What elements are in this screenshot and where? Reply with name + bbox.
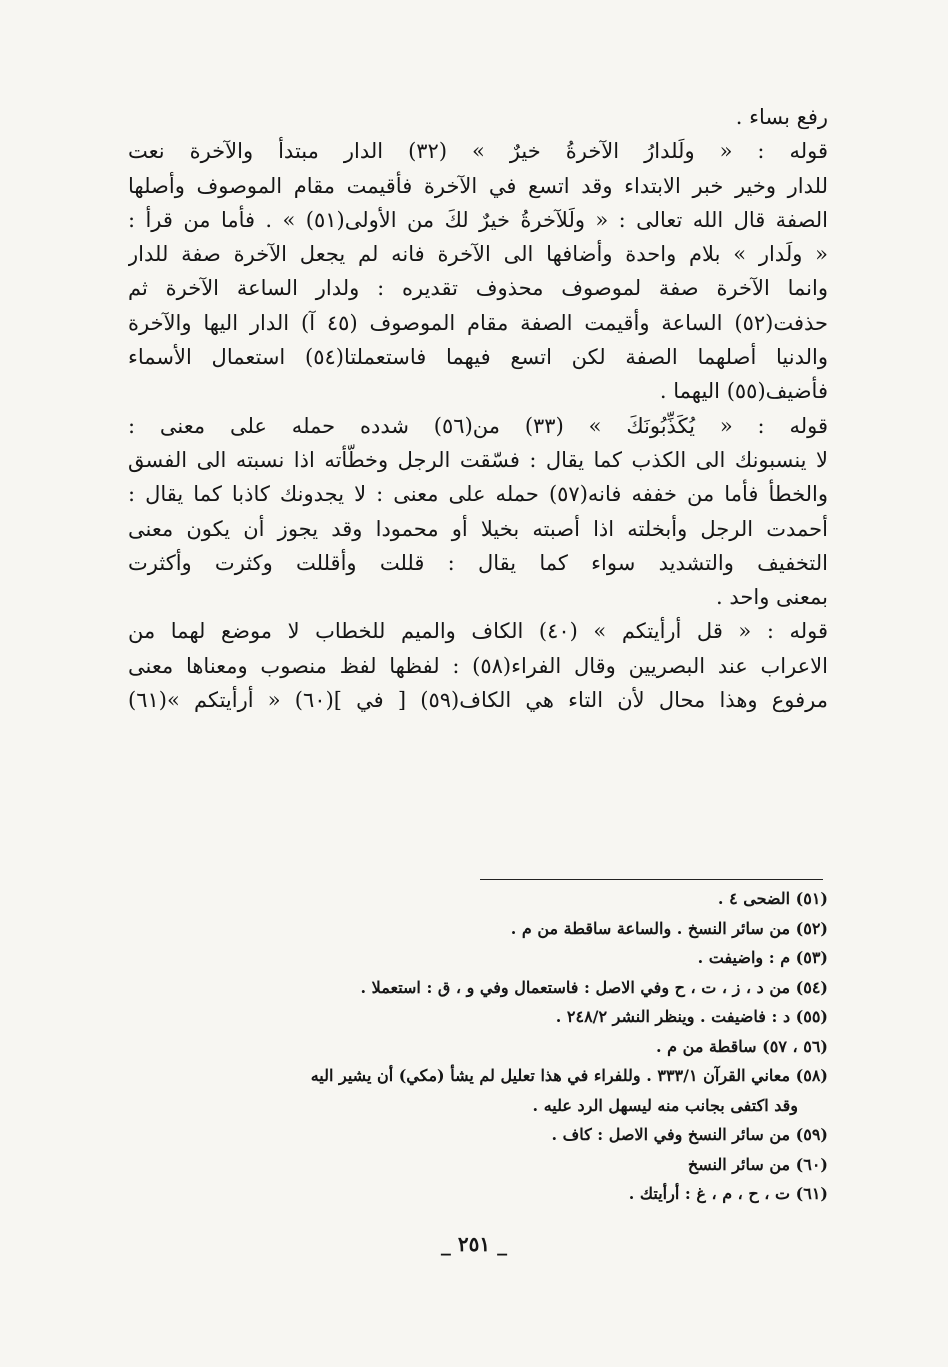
footnote: (٥٤) من د ، ز ، ت ، ح وفي الاصل : فاستعمال وفي و ، ق : استعملا . — [360, 977, 828, 997]
text-line: وانما الآخرة صفة لموصوف محذوف تقديره : ولدار الساعة الآخرة ثم — [128, 276, 828, 301]
text-line: حذفت(٥٢) الساعة وأقيمت الصفة مقام الموصوف (٤٥ آ) الدار اليها والآخرة — [128, 310, 828, 335]
text-line: بمعنى واحد . — [716, 585, 828, 610]
text-line: قوله : « ولَلدارُ الآخرةُ خيرٌ » (٣٢) الدار مبتدأ والآخرة نعت — [128, 139, 828, 164]
text-line: الصفة قال الله تعالى : « ولَلآخرةُ خيرٌ لكَ من الأولى(٥١) » . فأما من قرأ : — [128, 207, 828, 232]
footnotes — [128, 884, 828, 1209]
footnote: (٥٩) من سائر النسخ وفي الاصل : كاف . — [551, 1125, 828, 1144]
text-line: لا ينسبونك الى الكذب كما يقال : فسّقت الرجل وخطّأته اذا نسبته الى الفسق — [128, 447, 828, 472]
text-line: فأضيف(٥٥) اليهما . — [659, 379, 828, 404]
footnote: (٥٥) د : فاضيفت . وينظر النشر ٢٤٨/٢ . — [555, 1007, 828, 1026]
text-line: الاعراب عند البصريين وقال الفراء(٥٨) : لفظها لفظ منصوب ومعناها معنى — [128, 653, 828, 678]
main-text — [128, 100, 828, 717]
footnote: (٥٦ ، ٥٧) ساقطة من م . — [656, 1036, 828, 1056]
text-line: قوله : « يُكَذِّبُونَكَ » (٣٣) من(٥٦) شدده حمله على معنى : — [128, 413, 828, 438]
footnote: (٥٨) معاني القرآن ٣٣٣/١ . وللفراء في هذا تعليل لم يشأ (مكي) أن يشير اليه — [310, 1066, 828, 1085]
text-line: للدار وخير خبر الابتداء وقد اتسع في الآخرة فأقيمت مقام الموصوف وأصلها — [128, 173, 828, 198]
text-line: أحمدت الرجل وأبخلته اذا أصبته بخيلا أو محمودا وقد يجوز أن يكون معنى — [128, 516, 828, 541]
text-line: رفع بساء . — [735, 105, 828, 129]
footnote: (٥٢) من سائر النسخ . والساعة ساقطة من م . — [510, 918, 828, 938]
footnote-divider — [480, 879, 823, 880]
text-line: والخطأ فأما من خففه فانه(٥٧) حمله على معنى : لا يجدونك كاذبا كما يقال : — [128, 482, 828, 507]
text-line: مرفوع وهذا محال لأن التاء هي الكاف(٥٩) [ في ](٦٠) « أرأيتكم »(٦١) — [128, 688, 828, 713]
footnote: (٦٠) من سائر النسخ — [687, 1154, 828, 1174]
footnote: (٥١) الضحى ٤ . — [717, 889, 828, 908]
footnote-continuation: وقد اكتفى بجانب منه ليسهل الرد عليه . — [532, 1095, 798, 1115]
page-number: _ ٢٥١ _ — [440, 1232, 508, 1256]
text-line: والدنيا أصلهما الصفة لكن اتسع فيهما فاستعملتا(٥٤) استعمال الأسماء — [128, 345, 828, 370]
footnote: (٦١) ت ، ح ، م ، غ : أرأيتك . — [628, 1184, 828, 1203]
text-line: قوله : « قل أرأيتكم » (٤٠) الكاف والميم للخطاب لا موضع لهما من — [128, 619, 828, 644]
text-line: « ولَدار » بلام واحدة وأضافها الى الآخرة فانه لم يجعل الآخرة صفة للدار — [128, 242, 828, 267]
footnote: (٥٣) م : واضيفت . — [697, 948, 828, 967]
text-line: التخفيف والتشديد سواء كما يقال : قللت وأقللت وكثرت وأكثرت — [128, 550, 828, 575]
